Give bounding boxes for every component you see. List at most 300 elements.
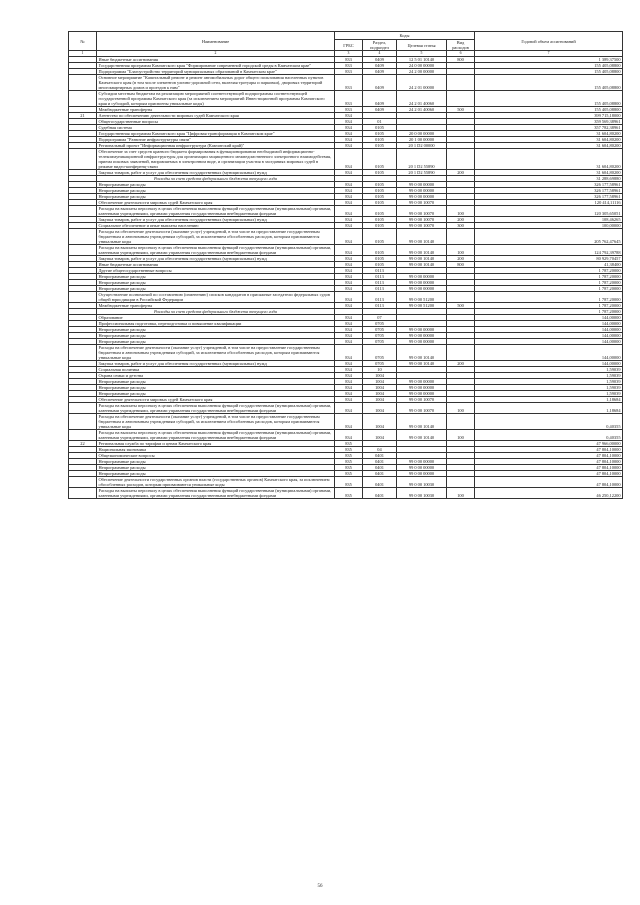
row-grbs: 834: [335, 321, 363, 327]
row-grbs: 834: [335, 385, 363, 391]
row-name: Обеспечение деятельности мировых судей Камчатского края: [97, 397, 335, 403]
row-grbs: 834: [335, 256, 363, 262]
row-amount: 100,00000: [475, 223, 623, 229]
colnum-5: 5: [397, 51, 447, 57]
row-amount: 1 787,20000: [475, 309, 623, 315]
row-name: Иные бюджетные ассигнования: [97, 262, 335, 268]
row-section: 0705: [363, 333, 397, 339]
row-name: Образование: [97, 315, 335, 321]
row-amount: 1,59039: [475, 385, 623, 391]
row-section: 0409: [363, 75, 397, 91]
row-name: Закупка товаров, работ и услуг для обеспечения государственных (муниципальных) нужд: [97, 217, 335, 223]
row-grbs: 833: [335, 69, 363, 75]
row-exptype: 500: [447, 107, 475, 113]
row-name: Непрограммные расходы: [97, 274, 335, 280]
row-amount: 155 405,08800: [475, 69, 623, 75]
row-section: 1004: [363, 414, 397, 430]
row-section: 0105: [363, 149, 397, 170]
header-grbs: ГРБС: [335, 40, 363, 51]
row-target: 99 0 00 00000: [397, 280, 447, 286]
row-amount: 326 177,58961: [475, 188, 623, 194]
row-amount: 47 804,10000: [475, 453, 623, 459]
row-section: 0113: [363, 268, 397, 274]
row-name: Государственная программа Камчатского края "Цифровая трансформация в Камчатском крае": [97, 131, 335, 137]
row-target: 99 0 00 00000: [397, 379, 447, 385]
row-exptype: [447, 91, 475, 107]
row-amount: 120 305,65051: [475, 206, 623, 217]
row-section: 0705: [363, 345, 397, 361]
table-row: [69, 75, 623, 91]
row-section: 0105: [363, 206, 397, 217]
row-target: 99 0 00 10030: [397, 488, 447, 499]
row-target: 99 0 00 10070: [397, 200, 447, 206]
row-amount: 357 782,38961: [475, 125, 623, 131]
row-amount: 31 604,80200: [475, 149, 623, 170]
row-exptype: 100: [447, 488, 475, 499]
row-grbs: 833: [335, 57, 363, 63]
row-name: Непрограммные расходы: [97, 459, 335, 465]
row-name: Расходы за счет средств федерального бюджета текущего года: [97, 176, 335, 182]
row-target: 20 0 00 00000: [397, 131, 447, 137]
row-amount: 155 405,08800: [475, 75, 623, 91]
row-amount: 144,00000: [475, 345, 623, 361]
row-amount: 120 414,11116: [475, 200, 623, 206]
row-grbs: 835: [335, 471, 363, 477]
row-name: Национальная экономика: [97, 447, 335, 453]
row-section: 0401: [363, 465, 397, 471]
row-target: 99 0 00 10140: [397, 345, 447, 361]
row-grbs: 835: [335, 441, 363, 447]
row-target: 99 0 00 00000: [397, 286, 447, 292]
row-number: [69, 414, 97, 430]
row-grbs: 834: [335, 245, 363, 256]
header-total: Годовой объем ассигнований: [475, 32, 623, 51]
row-grbs: 834: [335, 379, 363, 385]
row-exptype: 800: [447, 262, 475, 268]
row-grbs: 834: [335, 303, 363, 309]
row-section: 04: [363, 447, 397, 453]
row-section: 0409: [363, 107, 397, 113]
row-amount: 0,40355: [475, 430, 623, 441]
row-number: 21: [69, 113, 97, 119]
row-grbs: 835: [335, 465, 363, 471]
row-exptype: 500: [447, 303, 475, 309]
row-amount: 1 389,37500: [475, 57, 623, 63]
row-number: [69, 75, 97, 91]
row-target: 99 0 00 00000: [397, 333, 447, 339]
row-amount: 108,46265: [475, 217, 623, 223]
row-name: Субсидии местным бюджетам на реализацию мероприятий соответствующей подпрограммы соответствующей государственной программы Камчатского края (за исключением мероприятий Инвестиционной программы Камчатского края и субсидий, которым присвоены уникальные коды): [97, 91, 335, 107]
row-amount: 1 787,20000: [475, 280, 623, 286]
row-target: 99 0 00 00000: [397, 471, 447, 477]
row-target: 99 0 00 51200: [397, 292, 447, 303]
row-section: 0105: [363, 223, 397, 229]
row-name: Расходы на выплаты персоналу в целях обеспечения выполнения функций государственными (муниципальными) органами, казенными учреждениями, органами управления государственными внебюджетными фондами: [97, 245, 335, 256]
row-amount: 47 804,10000: [475, 447, 623, 453]
row-name: Расходы на обеспечение деятельности (оказание услуг) учреждений, в том числе на предоставление государственным бюджетным и автономным учреждениям субсидий, за исключением обособленных расходов, которым присваиваются уникальные коды: [97, 414, 335, 430]
row-grbs: 834: [335, 286, 363, 292]
header-name: Наименование: [97, 32, 335, 51]
row-section: 0409: [363, 69, 397, 75]
row-amount: 155 405,08800: [475, 107, 623, 113]
row-grbs: 834: [335, 188, 363, 194]
row-section: 0105: [363, 143, 397, 149]
row-amount: 47 804,10000: [475, 459, 623, 465]
row-name: Непрограммные расходы: [97, 333, 335, 339]
header-exptype: Вид расходов: [447, 40, 475, 51]
row-target: 99 0 00 10070: [397, 217, 447, 223]
row-name: Непрограммные расходы: [97, 280, 335, 286]
colnum-1: 1: [69, 51, 97, 57]
header-codes-group: Коды: [335, 32, 475, 40]
row-target: 24 0 00 00000: [397, 63, 447, 69]
row-section: 1004: [363, 385, 397, 391]
row-grbs: 835: [335, 459, 363, 465]
table-row: [69, 414, 623, 430]
row-grbs: 833: [335, 91, 363, 107]
row-grbs: 834: [335, 268, 363, 274]
row-grbs: 834: [335, 274, 363, 280]
row-section: 0705: [363, 321, 397, 327]
row-amount: 31 288,69880: [475, 176, 623, 182]
row-target: 99 0 00 10140: [397, 256, 447, 262]
row-section: 1004: [363, 373, 397, 379]
row-target: 99 0 00 00000: [397, 459, 447, 465]
budget-table: [68, 31, 623, 499]
table-row: [69, 229, 623, 245]
row-name: Общеэкономические вопросы: [97, 453, 335, 459]
row-exptype: [447, 229, 475, 245]
row-name: Региональная служба по тарифам и ценам Камчатского края: [97, 441, 335, 447]
row-name: Непрограммные расходы: [97, 188, 335, 194]
row-name: Непрограммные расходы: [97, 391, 335, 397]
row-section: 0401: [363, 488, 397, 499]
row-section: 1004: [363, 430, 397, 441]
row-name: Расходы на выплаты персоналу в целях обеспечения выполнения функций государственными (муниципальными) органами, казенными учреждениями, органами управления государственными внебюджетными фондами: [97, 206, 335, 217]
row-section: 0105: [363, 245, 397, 256]
row-amount: 1 787,20000: [475, 303, 623, 309]
row-target: 99 0 00 10140: [397, 361, 447, 367]
row-exptype: 200: [447, 256, 475, 262]
row-name: Закупка товаров, работ и услуг для обеспечения государственных (муниципальных) нужд: [97, 361, 335, 367]
row-name: Расходы на выплаты персоналу в целях обеспечения выполнения функций государственными (муниципальными) органами, казенными учреждениями, органами управления государственными внебюджетными фондами: [97, 488, 335, 499]
row-target: 99 0 00 00000: [397, 274, 447, 280]
row-section: 0105: [363, 137, 397, 143]
row-name: Осуществление полномочий по составлению (изменению) списков кандидатов в присяжные заседатели федеральных судов общей юрисдикции в Российской Федерации: [97, 292, 335, 303]
row-name: Расходы на обеспечение деятельности (оказание услуг) учреждений, в том числе на предоставление государственным бюджетным и автономным учреждениям субсидий, за исключением обособленных расходов, которым присваиваются уникальные коды: [97, 229, 335, 245]
row-name: Непрограммные расходы: [97, 286, 335, 292]
row-number: [69, 91, 97, 107]
row-target: 99 0 00 00000: [397, 391, 447, 397]
row-amount: 41,38400: [475, 262, 623, 268]
row-grbs: 834: [335, 194, 363, 200]
row-amount: 31 604,80200: [475, 131, 623, 137]
row-amount: 31 604,80200: [475, 170, 623, 176]
row-amount: 1 787,20000: [475, 292, 623, 303]
row-section: 0113: [363, 292, 397, 303]
row-amount: 155 405,08800: [475, 91, 623, 107]
row-number: [69, 245, 97, 256]
row-section: 0113: [363, 286, 397, 292]
row-amount: 1,18684: [475, 403, 623, 414]
colnum-7: 7: [475, 51, 623, 57]
row-grbs: 834: [335, 149, 363, 170]
row-section: 0105: [363, 229, 397, 245]
row-target: 99 0 00 51200: [397, 303, 447, 309]
row-section: 0401: [363, 459, 397, 465]
row-target: 99 0 00 00000: [397, 327, 447, 333]
row-name: Закупка товаров, работ и услуг для обеспечения государственных (муниципальных) нужд: [97, 256, 335, 262]
table-row: [69, 245, 623, 256]
row-target: 12 5 01 10140: [397, 57, 447, 63]
row-amount: 31 604,80200: [475, 143, 623, 149]
row-name: Непрограммные расходы: [97, 182, 335, 188]
row-amount: 155 405,08800: [475, 63, 623, 69]
row-section: 0105: [363, 131, 397, 137]
row-amount: 1 787,20000: [475, 274, 623, 280]
row-grbs: 834: [335, 280, 363, 286]
row-amount: 1,59039: [475, 391, 623, 397]
row-amount: 205 762,47645: [475, 229, 623, 245]
row-amount: 0,40355: [475, 414, 623, 430]
row-number: [69, 149, 97, 170]
row-section: 0105: [363, 256, 397, 262]
row-amount: 124 792,39788: [475, 245, 623, 256]
row-target: 99 0 00 10140: [397, 245, 447, 256]
row-exptype: [447, 149, 475, 170]
row-section: 0113: [363, 274, 397, 280]
row-grbs: 834: [335, 170, 363, 176]
row-name: Непрограммные расходы: [97, 339, 335, 345]
row-name: Непрограммные расходы: [97, 327, 335, 333]
table-row: [69, 403, 623, 414]
row-target: 99 0 00 10070: [397, 223, 447, 229]
row-amount: 326 177,58961: [475, 182, 623, 188]
row-number: [69, 292, 97, 303]
row-grbs: 834: [335, 361, 363, 367]
row-amount: 47 966,00000: [475, 441, 623, 447]
row-name: Непрограммные расходы: [97, 385, 335, 391]
row-name: Непрограммные расходы: [97, 379, 335, 385]
row-section: 0401: [363, 477, 397, 488]
row-grbs: 834: [335, 373, 363, 379]
row-name: Социальное обеспечение и иные выплаты населению: [97, 223, 335, 229]
row-name: Охрана семьи и детства: [97, 373, 335, 379]
page-number: 56: [317, 884, 323, 889]
row-grbs: 834: [335, 345, 363, 361]
row-section: 0401: [363, 453, 397, 459]
row-section: 07: [363, 315, 397, 321]
row-grbs: 833: [335, 107, 363, 113]
table-row: [69, 345, 623, 361]
row-target: 99 0 00 00000: [397, 182, 447, 188]
row-exptype: 200: [447, 170, 475, 176]
row-grbs: 834: [335, 143, 363, 149]
row-name: Расходы на обеспечение деятельности (оказание услуг) учреждений, в том числе на предоставление государственным бюджетным и автономным учреждениям субсидий, за исключением обособленных расходов, которым присваиваются уникальные коды: [97, 345, 335, 361]
row-name: Обеспечение деятельности государственных органов власти (государственных органов) Камчатского края, за исключением обособленных расходов, которым присваиваются уникальные коды: [97, 477, 335, 488]
row-amount: 1,59039: [475, 367, 623, 373]
row-number: [69, 488, 97, 499]
row-number: [69, 206, 97, 217]
row-grbs: 834: [335, 414, 363, 430]
row-section: 1004: [363, 391, 397, 397]
row-section: 0705: [363, 327, 397, 333]
row-target: 24 2 01 00000: [397, 75, 447, 91]
header-section: Раздел, подраздел: [363, 40, 397, 51]
row-amount: 359 569,38961: [475, 119, 623, 125]
row-amount: 144,00000: [475, 321, 623, 327]
table-row: [69, 206, 623, 217]
row-number: 22: [69, 441, 97, 447]
row-grbs: 834: [335, 327, 363, 333]
row-grbs: 834: [335, 367, 363, 373]
row-amount: 47 804,10000: [475, 471, 623, 477]
row-section: 10: [363, 367, 397, 373]
row-amount: 1,18684: [475, 397, 623, 403]
row-grbs: 834: [335, 217, 363, 223]
table-row: [69, 488, 623, 499]
row-section: 0113: [363, 280, 397, 286]
row-section: 0409: [363, 91, 397, 107]
row-section: 1004: [363, 397, 397, 403]
row-section: 1004: [363, 403, 397, 414]
row-section: 0105: [363, 188, 397, 194]
row-target: 99 0 00 10070: [397, 397, 447, 403]
row-section: 0105: [363, 170, 397, 176]
row-name: Основное мероприятие "Капитальный ремонт и ремонт автомобильных дорог общего пользования населенных пунктов Камчатского края (в том числе элементов улично-дорожной сети, включая тротуары и парковки), дворовых территорий многоквартирных домов и проездов к ним": [97, 75, 335, 91]
row-grbs: 833: [335, 75, 363, 91]
row-amount: 399 715,18000: [475, 113, 623, 119]
row-amount: 80 929,70457: [475, 256, 623, 262]
row-target: 24 2 00 00000: [397, 69, 447, 75]
row-target: 20 1 00 00000: [397, 137, 447, 143]
row-name: Непрограммные расходы: [97, 465, 335, 471]
header-no: №: [69, 32, 97, 51]
row-exptype: [447, 414, 475, 430]
row-grbs: 834: [335, 137, 363, 143]
row-number: [69, 477, 97, 488]
row-grbs: 834: [335, 131, 363, 137]
row-amount: 1,59039: [475, 373, 623, 379]
row-name: Другие общегосударственные вопросы: [97, 268, 335, 274]
row-grbs: 835: [335, 447, 363, 453]
row-amount: 144,00000: [475, 361, 623, 367]
colnum-2: 2: [97, 51, 335, 57]
row-name: Непрограммные расходы: [97, 471, 335, 477]
row-amount: 1 787,20000: [475, 286, 623, 292]
row-amount: 46 250,12200: [475, 488, 623, 499]
row-section: 0113: [363, 303, 397, 309]
row-target: 99 0 00 10070: [397, 206, 447, 217]
table-header: [69, 32, 623, 57]
row-name: Расходы на выплаты персоналу в целях обеспечения выполнения функций государственными (муниципальными) органами, казенными учреждениями, органами управления государственными внебюджетными фондами: [97, 403, 335, 414]
row-target: 24 2 01 40060: [397, 91, 447, 107]
row-target: 24 2 01 40060: [397, 107, 447, 113]
colnum-3: 3: [335, 51, 363, 57]
row-amount: 47 804,10000: [475, 465, 623, 471]
row-name: Судебная система: [97, 125, 335, 131]
row-amount: 144,00000: [475, 315, 623, 321]
row-section: 0105: [363, 125, 397, 131]
header-target: Целевая статья: [397, 40, 447, 51]
row-target: 20 1 D2 55890: [397, 170, 447, 176]
row-grbs: 834: [335, 397, 363, 403]
row-name: Профессиональная подготовка, переподготовка и повышение квалификации: [97, 321, 335, 327]
row-name: Региональный проект "Информационная инфраструктура (Камчатский край)": [97, 143, 335, 149]
row-grbs: 834: [335, 339, 363, 345]
row-target: 99 0 00 10140: [397, 229, 447, 245]
table-body: [69, 57, 623, 499]
row-grbs: 834: [335, 292, 363, 303]
row-target: 99 0 00 10070: [397, 403, 447, 414]
row-name: Непрограммные расходы: [97, 194, 335, 200]
row-section: 0705: [363, 361, 397, 367]
row-amount: 1 787,20000: [475, 268, 623, 274]
row-exptype: 800: [447, 57, 475, 63]
table-row: [69, 149, 623, 170]
row-name: Агентство по обеспечению деятельности мировых судей Камчатского края: [97, 113, 335, 119]
row-target: 99 0 00 00000: [397, 465, 447, 471]
row-target: 99 0 00 00000: [397, 385, 447, 391]
row-name: Межбюджетные трансферты: [97, 303, 335, 309]
row-grbs: 834: [335, 315, 363, 321]
row-grbs: 834: [335, 403, 363, 414]
row-name: Закупка товаров, работ и услуг для обеспечения государственных (муниципальных) нужд: [97, 170, 335, 176]
row-amount: 144,00000: [475, 333, 623, 339]
row-grbs: 834: [335, 223, 363, 229]
row-amount: 144,00000: [475, 339, 623, 345]
row-section: 0409: [363, 63, 397, 69]
row-name: Государственная программа Камчатского края "Формирование современной городской среды в Камчатском крае": [97, 63, 335, 69]
row-exptype: 200: [447, 361, 475, 367]
row-section: 0105: [363, 200, 397, 206]
row-amount: 326 177,58961: [475, 194, 623, 200]
table-row: [69, 91, 623, 107]
row-name: Обеспечение за счет средств краевого бюджета формирования в функционировании необходимой информационно-телекоммуникационной инфраструктуры для организации защищенного межведомственного электронного взаимодействия, приема исковых заявлений, направляемых в электронном виде, и организации участия в заседаниях мировых судей в режиме видео-конференц-связи: [97, 149, 335, 170]
row-grbs: 834: [335, 206, 363, 217]
row-grbs: 834: [335, 119, 363, 125]
row-target: 99 0 00 10030: [397, 477, 447, 488]
row-section: 0401: [363, 471, 397, 477]
row-exptype: 100: [447, 245, 475, 256]
row-grbs: 835: [335, 488, 363, 499]
row-name: Социальная политика: [97, 367, 335, 373]
row-target: 99 0 00 00000: [397, 194, 447, 200]
row-exptype: [447, 345, 475, 361]
row-name: Расходы на выплаты персоналу в целях обеспечения выполнения функций государственными (муниципальными) органами, казенными учреждениями, органами управления государственными внебюджетными фондами: [97, 430, 335, 441]
row-exptype: 100: [447, 403, 475, 414]
row-section: 0105: [363, 194, 397, 200]
row-section: 0105: [363, 217, 397, 223]
row-section: 0105: [363, 262, 397, 268]
row-grbs: 834: [335, 113, 363, 119]
row-section: 01: [363, 119, 397, 125]
row-section: 1004: [363, 379, 397, 385]
row-grbs: 834: [335, 229, 363, 245]
row-exptype: 200: [447, 217, 475, 223]
colnum-6: 6: [447, 51, 475, 57]
table-row: [69, 477, 623, 488]
row-name: Подпрограмма "Развитие инфраструктуры связи": [97, 137, 335, 143]
row-grbs: 834: [335, 333, 363, 339]
colnum-4: 4: [363, 51, 397, 57]
row-name: Подпрограмма "Благоустройство территорий муниципальных образований в Камчатском крае": [97, 69, 335, 75]
row-grbs: 834: [335, 391, 363, 397]
budget-table-sheet: [68, 31, 622, 499]
row-amount: 144,00000: [475, 327, 623, 333]
row-target: 99 0 00 10140: [397, 262, 447, 268]
row-name: Общегосударственные вопросы: [97, 119, 335, 125]
